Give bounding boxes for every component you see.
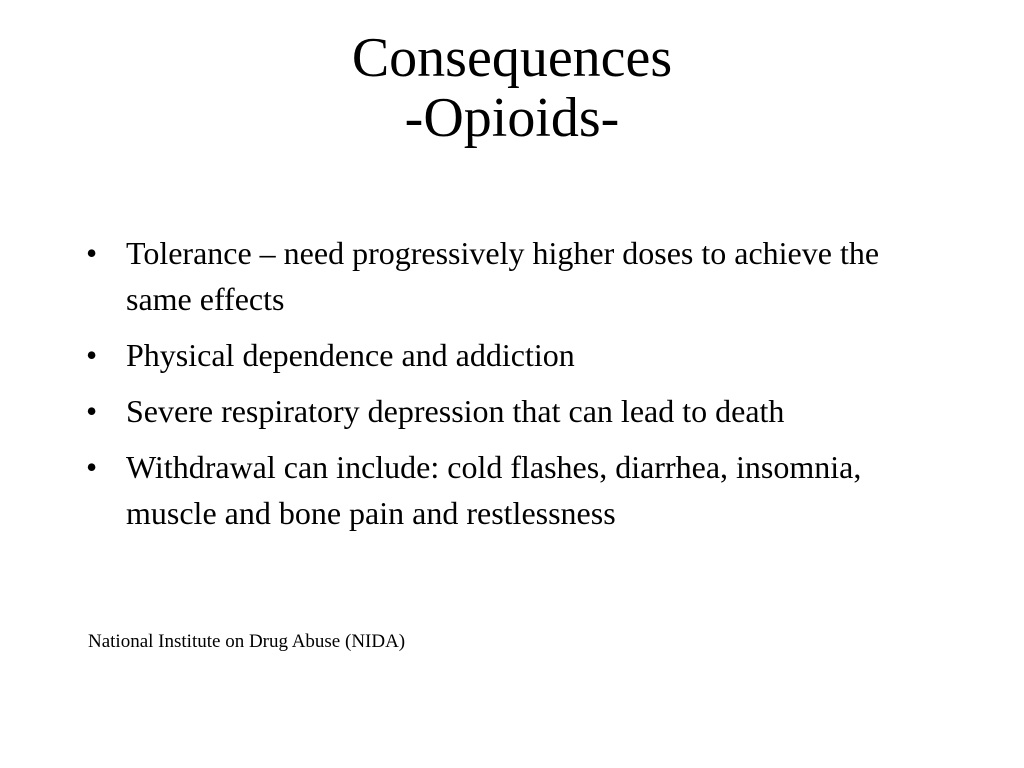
title-line-2: -Opioids- <box>404 87 620 149</box>
bullet-text: Tolerance – need progressively higher doses to achieve the same effects <box>126 235 880 317</box>
bullet-text: Severe respiratory depression that can lead to death <box>126 393 785 429</box>
slide-title <box>0 28 1024 148</box>
bullet-item-withdrawal <box>86 444 926 536</box>
bullet-icon: • <box>86 337 98 373</box>
bullet-icon: • <box>86 393 98 429</box>
bullet-list <box>86 230 926 546</box>
bullet-item-respiratory <box>86 388 926 434</box>
bullet-item-tolerance <box>86 230 926 322</box>
source-citation: National Institute on Drug Abuse (NIDA) <box>88 631 406 652</box>
bullet-icon: • <box>86 449 98 485</box>
bullet-icon: • <box>86 235 98 271</box>
bullet-text: Withdrawal can include: cold flashes, diarrhea, insomnia, muscle and bone pain and restlessness <box>126 449 862 531</box>
title-line-1: Consequences <box>351 27 673 89</box>
bullet-text: Physical dependence and addiction <box>126 337 575 373</box>
bullet-item-dependence <box>86 332 926 378</box>
